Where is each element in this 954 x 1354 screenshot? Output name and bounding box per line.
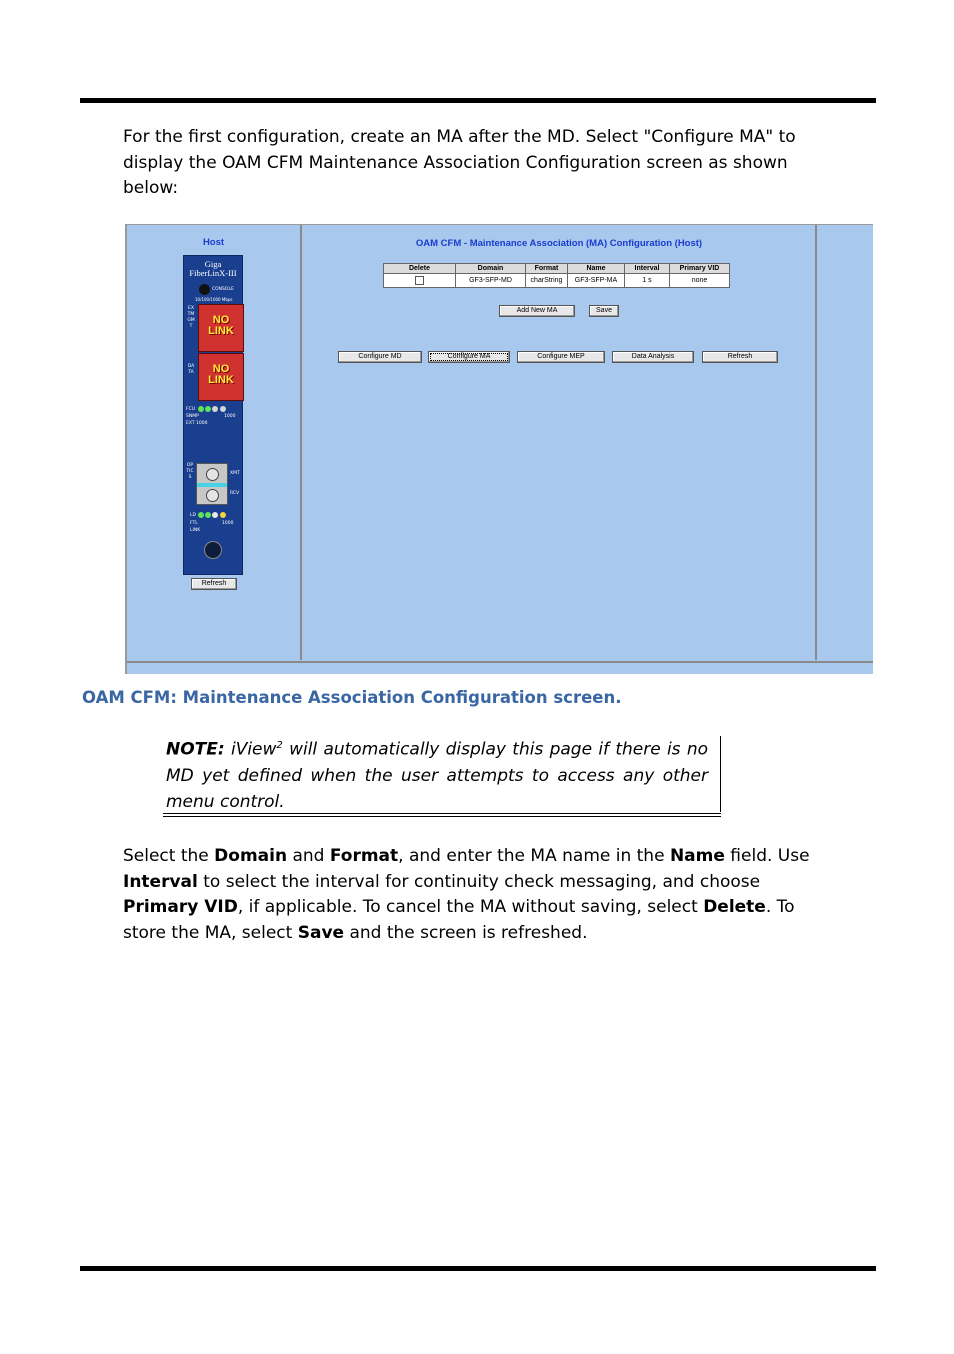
table-row <box>384 274 730 288</box>
note-border-bottom-double <box>163 816 721 817</box>
led-label-snmp: SNMP <box>186 414 199 419</box>
add-new-ma-button[interactable]: Add New MA <box>499 305 575 317</box>
optic-cyan-strip <box>197 483 227 487</box>
delete-checkbox[interactable] <box>415 276 424 285</box>
col-format: Format <box>526 264 568 274</box>
body-paragraph <box>123 844 873 946</box>
led-label-ld: LD <box>190 513 196 518</box>
link-led-icon <box>212 512 218 518</box>
configure-ma-button[interactable]: Configure MA <box>428 351 510 363</box>
col-interval: Interval <box>625 264 670 274</box>
snmp-led-icon <box>205 406 211 412</box>
col-primary-vid: Primary VID <box>670 264 730 274</box>
delete-cell <box>384 274 456 288</box>
bottom-frame <box>127 661 873 674</box>
primary-vid-cell: none <box>670 274 730 288</box>
fcu-led-icon <box>198 406 204 412</box>
led-label-1000-a: 1000 <box>224 414 236 419</box>
led-label-fcu: FCU <box>186 407 196 412</box>
config-title: OAM CFM - Maintenance Association (MA) Configuration (Host) <box>415 238 703 249</box>
name-cell: GF3-SFP-MA <box>568 274 625 288</box>
col-delete: Delete <box>384 264 456 274</box>
console-port-icon <box>199 284 210 295</box>
ftl-led-icon <box>205 512 211 518</box>
optics-vertical-label: OPTICS <box>186 463 194 480</box>
rcv-port-icon <box>206 489 219 502</box>
intro-line-3: below: <box>123 178 179 198</box>
brand-line-2: FiberLinX-III <box>189 268 237 278</box>
xmt-port-icon <box>206 468 219 481</box>
device-brand <box>184 260 242 278</box>
console-label: CONSOLE <box>212 287 234 292</box>
col-name: Name <box>568 264 625 274</box>
note-label: NOTE: <box>166 739 225 760</box>
ext1000-led-icon <box>220 406 226 412</box>
port2-status: NO LINK <box>208 363 234 386</box>
col-domain: Domain <box>456 264 526 274</box>
port1-vertical-label: EXTMGMT <box>187 306 195 329</box>
note-text-a: iView <box>224 739 277 760</box>
led-label-1000-b: 1000 <box>222 521 234 526</box>
port2-vertical-label: DATA <box>187 364 195 375</box>
top-rule <box>80 98 876 103</box>
note-text-b: will automatically display this page if there is no MD yet defined when the user attempts to access any other menu control. <box>166 739 708 812</box>
refresh-button[interactable]: Refresh <box>702 351 778 363</box>
port-ext-mgmt[interactable] <box>198 304 244 352</box>
domain-cell: GF3-SFP-MD <box>456 274 526 288</box>
note-border-right <box>720 736 721 812</box>
ma-table <box>383 263 730 288</box>
body-line-1: Select the Domain and Format, and enter the MA name in the Name field. Use <box>123 846 810 866</box>
brand-line-1: Giga <box>204 259 222 269</box>
link1000-led-icon <box>220 512 226 518</box>
refresh-left-button[interactable]: Refresh <box>191 578 237 590</box>
note-box <box>166 733 708 815</box>
configure-mep-button[interactable]: Configure MEP <box>517 351 605 363</box>
port1-status: NO LINK <box>208 314 234 337</box>
figure-caption: OAM CFM: Maintenance Association Configuration screen. <box>82 688 622 707</box>
led-label-link: LINK <box>190 528 201 533</box>
ma-table-header <box>384 264 730 274</box>
body-line-2: Interval to select the interval for continuity check messaging, and choose <box>123 871 761 892</box>
body-line-4: store the MA, select Save and the screen is refreshed. <box>123 922 588 943</box>
speed-label: 10/100/1000 Mbps <box>195 297 233 302</box>
format-cell: charString <box>526 274 568 288</box>
intro-paragraph <box>123 125 873 202</box>
port-data[interactable] <box>198 353 244 401</box>
note-sup: 2 <box>276 740 283 751</box>
embedded-screenshot <box>125 224 873 674</box>
intro-line-2: display the OAM CFM Maintenance Association Configuration screen as shown <box>123 152 788 173</box>
data-analysis-button[interactable]: Data Analysis <box>612 351 694 363</box>
ld-led-icon <box>198 512 204 518</box>
body-line-3: Primary VID, if applicable. To cancel the MA without saving, select Delete. To <box>123 897 795 917</box>
save-button[interactable]: Save <box>589 305 619 317</box>
device-card <box>183 255 243 575</box>
bottom-rule <box>80 1266 876 1271</box>
ext-led-icon <box>212 406 218 412</box>
xmt-label: XMT <box>230 471 240 476</box>
optics-transceiver <box>196 463 228 505</box>
intro-line-1: For the first configuration, create an MA after the MD. Select "Configure MA" to <box>123 127 796 147</box>
led-label-ext: EXT 1000 <box>186 421 208 426</box>
screw-icon <box>204 541 222 559</box>
note-border-bottom <box>163 813 721 814</box>
led-label-ftl: FTL <box>190 521 198 526</box>
rcv-label: RCV <box>230 491 240 496</box>
host-label: Host <box>202 237 225 248</box>
config-pane <box>303 225 817 660</box>
configure-md-button[interactable]: Configure MD <box>338 351 422 363</box>
device-pane <box>127 225 302 660</box>
interval-cell: 1 s <box>625 274 670 288</box>
